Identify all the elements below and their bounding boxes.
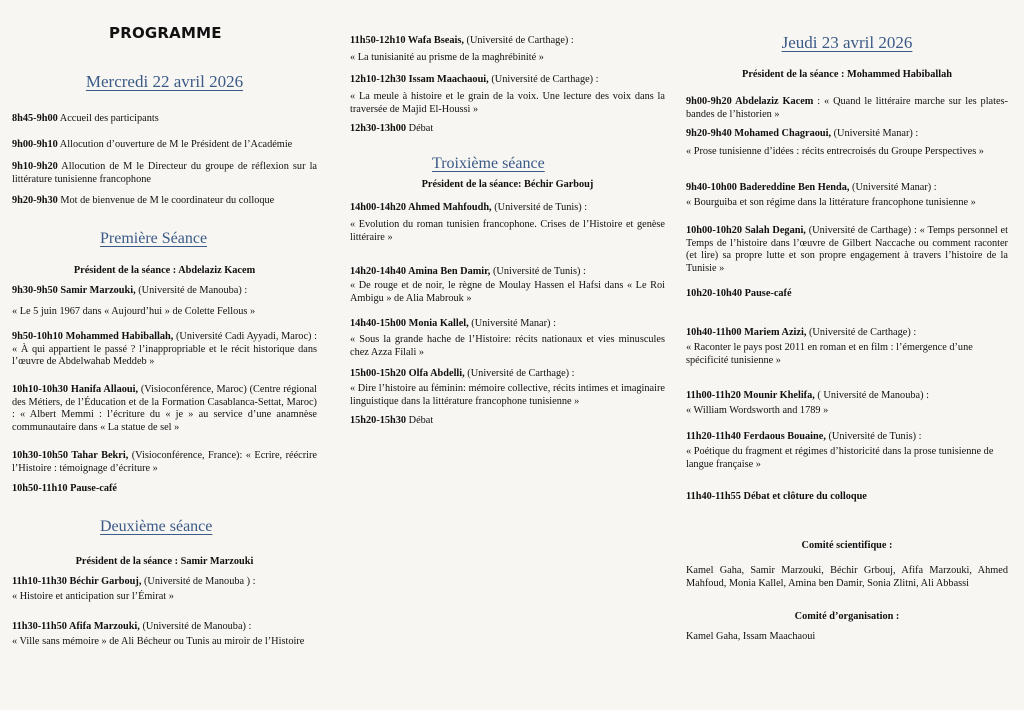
talk-entry: 11h50-12h10 Wafa Bseais, (Université de Carthage) : — [350, 35, 574, 46]
talk-title: « La tunisianité au prisme de la maghrébinité » — [350, 52, 544, 63]
talk-entry: 12h10-12h30 Issam Maachaoui, (Université de Carthage) : — [350, 74, 599, 85]
schedule-item: 9h10-9h20 Allocution de M le Directeur du groupe de réflexion sur la littérature tunisienne francophone — [12, 161, 317, 185]
talk-title: « Dire l’histoire au féminin: mémoire collective, récits intimes et imaginaire linguistique dans la littérature francophone tunisienne » — [350, 383, 665, 407]
coffee-break: 10h50-11h10 Pause-café — [12, 483, 117, 494]
talk-title: « William Wordsworth and 1789 » — [686, 405, 829, 416]
session1-title: Première Séance — [100, 230, 208, 247]
column-right — [686, 0, 1008, 710]
talk-title: « Prose tunisienne d’idées : récits entrecroisés du Groupe Perspectives » — [686, 146, 984, 157]
talk-entry: 10h00-10h20 Salah Degani, (Université de Carthage) : « Temps personnel et Temps de l’histoire dans l’œuvre de Gilbert Naccache ou comment raconter (et lire) sa propre lutte et son propre engagement à travers l’histoire de la Tunisie » — [686, 225, 1008, 274]
talk-entry: 9h30-9h50 Samir Marzouki, (Université de Manouba) : — [12, 285, 248, 296]
programme-title: PROGRAMME — [109, 24, 222, 42]
day1-title: Mercredi 22 avril 2026 — [85, 72, 244, 91]
talk-title: « Ville sans mémoire » de Ali Bécheur ou Tunis au miroir de l’Histoire — [12, 636, 305, 647]
session3-president: Président de la séance: Béchir Garbouj — [421, 179, 594, 190]
talk-entry: 9h00-9h20 Abdelaziz Kacem : « Quand le littéraire marche sur les plates-bandes de l’historien » — [686, 96, 1008, 120]
session2-title: Deuxième séance — [100, 518, 213, 535]
talk-entry: 9h40-10h00 Badereddine Ben Henda, (Université Manar) : — [686, 182, 937, 193]
talk-entry: 14h00-14h20 Ahmed Mahfoudh, (Université de Tunis) : — [350, 202, 588, 213]
talk-entry: 11h10-11h30 Béchir Garbouj, (Université de Manouba ) : — [12, 576, 256, 587]
session3-title: Troixième séance — [432, 155, 545, 172]
talk-entry: 10h10-10h30 Hanifa Allaoui, (Visioconférence, Maroc) (Centre régional des Métiers, de l’Éducation et de la Formation Casablanca-Settat, Maroc) : « Albert Memmi : l’écriture du « je » au service d’une anamnèse communautaire dans « La statue de sel » — [12, 384, 317, 433]
talk-entry: 15h00-15h20 Olfa Abdelli, (Université de Carthage) : — [350, 368, 575, 379]
talk-title: « Bourguiba et son régime dans la littérature francophone tunisienne » — [686, 197, 976, 208]
debate: 15h20-15h30 Débat — [350, 415, 434, 426]
talk-entry: 14h20-14h40 Amina Ben Damir, (Université de Tunis) : — [350, 266, 586, 277]
talk-title: « Poétique du fragment et régimes d’historicité dans la prose tunisienne de langue française » — [686, 446, 994, 470]
talk-title: « De rouge et de noir, le règne de Moulay Hassen el Hafsi dans « Le Roi Ambigu » de Alia Mabrouk » — [350, 280, 665, 304]
schedule-item: 9h00-9h10 Allocution d’ouverture de M le Président de l’Académie — [12, 139, 293, 150]
day2-president: Président de la séance : Mohammed Habiballah — [742, 69, 952, 80]
talk-entry: 9h20-9h40 Mohamed Chagraoui, (Université Manar) : — [686, 128, 919, 139]
talk-title: « Sous la grande hache de l’Histoire: récits nationaux et vies minuscules chez Azza Filali » — [350, 334, 665, 358]
talk-entry: 11h00-11h20 Mounir Khelifa, ( Université de Manouba) : — [686, 390, 929, 401]
session2-president: Président de la séance : Samir Marzouki — [75, 556, 254, 567]
talk-entry: 10h30-10h50 Tahar Bekri, (Visioconférence, France): « Ecrire, réécrire l’Histoire : témoignage d’écriture » — [12, 450, 317, 474]
talk-title: « Le 5 juin 1967 dans « Aujourd’hui » de Colette Fellous » — [12, 306, 256, 317]
talk-entry: 11h30-11h50 Afifa Marzouki, (Université de Manouba) : — [12, 621, 252, 632]
schedule-item: 9h20-9h30 Mot de bienvenue de M le coordinateur du colloque — [12, 195, 275, 206]
scientific-committee-title: Comité scientifique : — [801, 540, 893, 551]
talk-title: « Evolution du roman tunisien francophone. Crises de l’Histoire et genèse littéraire » — [350, 219, 665, 243]
debate: 12h30-13h00 Débat — [350, 123, 434, 134]
closing: 11h40-11h55 Débat et clôture du colloque — [686, 491, 867, 502]
talk-title: « La meule à histoire et le grain de la voix. Une lecture des voix dans la traversée de Majid El-Houssi » — [350, 91, 665, 115]
talk-entry: 11h20-11h40 Ferdaous Bouaine, (Université de Tunis) : — [686, 431, 922, 442]
talk-title: « Histoire et anticipation sur l’Émirat » — [12, 591, 174, 602]
schedule-item: 8h45-9h00 Accueil des participants — [12, 113, 159, 124]
scientific-committee-members: Kamel Gaha, Samir Marzouki, Béchir Grbouj, Afifa Marzouki, Ahmed Mahfoud, Monia Kallel, Amina ben Damir, Sonia Zlitni, Ali Abbassi — [686, 565, 1008, 589]
organizing-committee-members: Kamel Gaha, Issam Maachaoui — [686, 631, 816, 642]
talk-entry: 9h50-10h10 Mohammed Habiballah, (Université Cadi Ayyadi, Maroc) : « À qui appartient le passé ? l’inappropriable et le récit historique dans l’œuvre de Abdelwahab Meddeb » — [12, 331, 317, 368]
column-left — [12, 0, 317, 710]
organizing-committee-title: Comité d’organisation : — [794, 611, 900, 622]
session1-president: Président de la séance : Abdelaziz Kacem — [73, 265, 256, 276]
talk-title: « Raconter le pays post 2011 en roman et en film : l’émergence d’une spécificité tunisienne » — [686, 342, 973, 366]
talk-entry: 10h40-11h00 Mariem Azizi, (Université de Carthage) : — [686, 327, 917, 338]
day2-title: Jeudi 23 avril 2026 — [781, 33, 913, 52]
talk-entry: 14h40-15h00 Monia Kallel, (Université Manar) : — [350, 318, 556, 329]
coffee-break: 10h20-10h40 Pause-café — [686, 288, 792, 299]
column-middle — [350, 0, 665, 710]
